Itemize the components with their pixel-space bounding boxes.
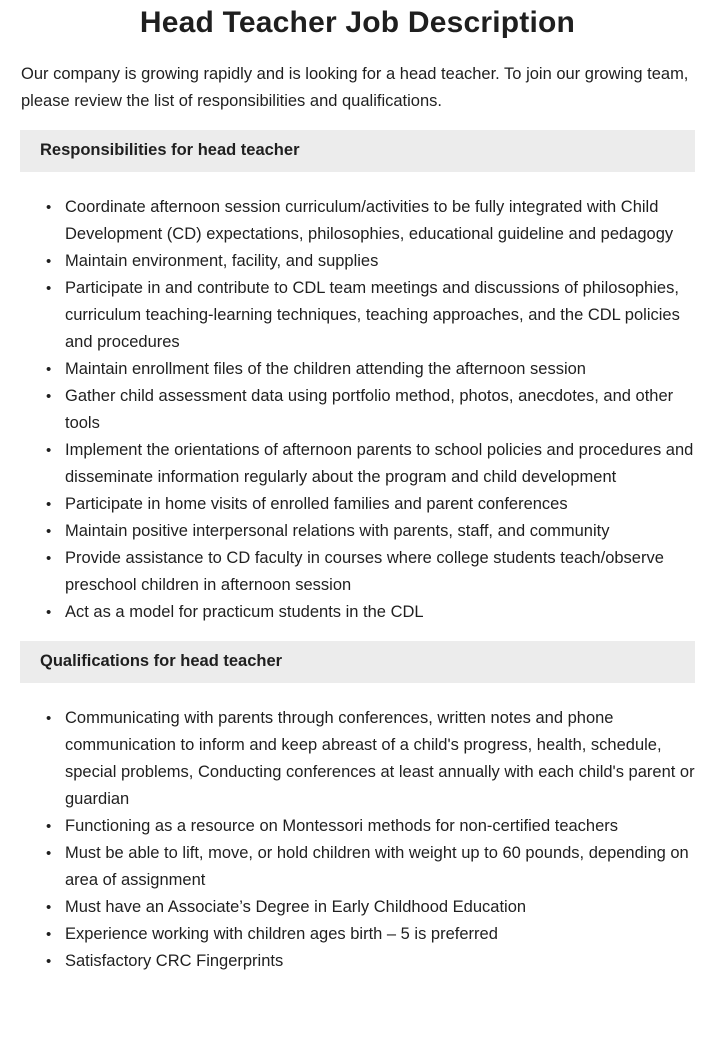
page-title: Head Teacher Job Description bbox=[139, 6, 576, 39]
list-item: • Experience working with children ages birth – 5 is preferred bbox=[45, 921, 695, 948]
responsibilities-section bbox=[20, 130, 695, 626]
list-item: • Must have an Associate’s Degree in Early Childhood Education bbox=[45, 894, 695, 921]
list-item: • Act as a model for practicum students in the CDL bbox=[45, 599, 695, 626]
qualifications-section bbox=[20, 641, 695, 975]
list-item: • Maintain enrollment files of the children attending the afternoon session bbox=[45, 356, 695, 383]
list-item: • Coordinate afternoon session curriculum/activities to be fully integrated with Child Development (CD) expectations, philosophies, educational guideline and pedagogy bbox=[45, 194, 695, 248]
list-item: • Must be able to lift, move, or hold children with weight up to 60 pounds, depending on area of assignment bbox=[45, 840, 695, 894]
section-header-qualifications bbox=[20, 641, 695, 683]
list-item: • Provide assistance to CD faculty in courses where college students teach/observe preschool children in afternoon session bbox=[45, 545, 695, 599]
intro-paragraph: Our company is growing rapidly and is looking for a head teacher. To join our growing team, please review the list of responsibilities and qualifications. bbox=[21, 65, 689, 110]
responsibilities-list bbox=[20, 194, 695, 626]
section-heading: Responsibilities for head teacher bbox=[40, 141, 300, 159]
list-item: • Satisfactory CRC Fingerprints bbox=[45, 948, 695, 975]
list-item: • Maintain environment, facility, and supplies bbox=[45, 248, 695, 275]
list-item: • Participate in home visits of enrolled families and parent conferences bbox=[45, 491, 695, 518]
list-item: • Functioning as a resource on Montessori methods for non-certified teachers bbox=[45, 813, 695, 840]
list-item: • Maintain positive interpersonal relations with parents, staff, and community bbox=[45, 518, 695, 545]
list-item: • Implement the orientations of afternoon parents to school policies and procedures and disseminate information regularly about the program and child development bbox=[45, 437, 695, 491]
section-header-responsibilities bbox=[20, 130, 695, 172]
list-item: • Participate in and contribute to CDL team meetings and discussions of philosophies, curriculum teaching-learning techniques, teaching approaches, and the CDL policies and procedures bbox=[45, 275, 695, 356]
qualifications-list bbox=[20, 705, 695, 975]
section-heading: Qualifications for head teacher bbox=[40, 652, 283, 670]
list-item: • Communicating with parents through conferences, written notes and phone communication to inform and keep abreast of a child's progress, health, schedule, special problems, Conducting conferences at least annually with each child's parent or guardian bbox=[45, 705, 695, 813]
list-item: • Gather child assessment data using portfolio method, photos, anecdotes, and other tools bbox=[45, 383, 695, 437]
